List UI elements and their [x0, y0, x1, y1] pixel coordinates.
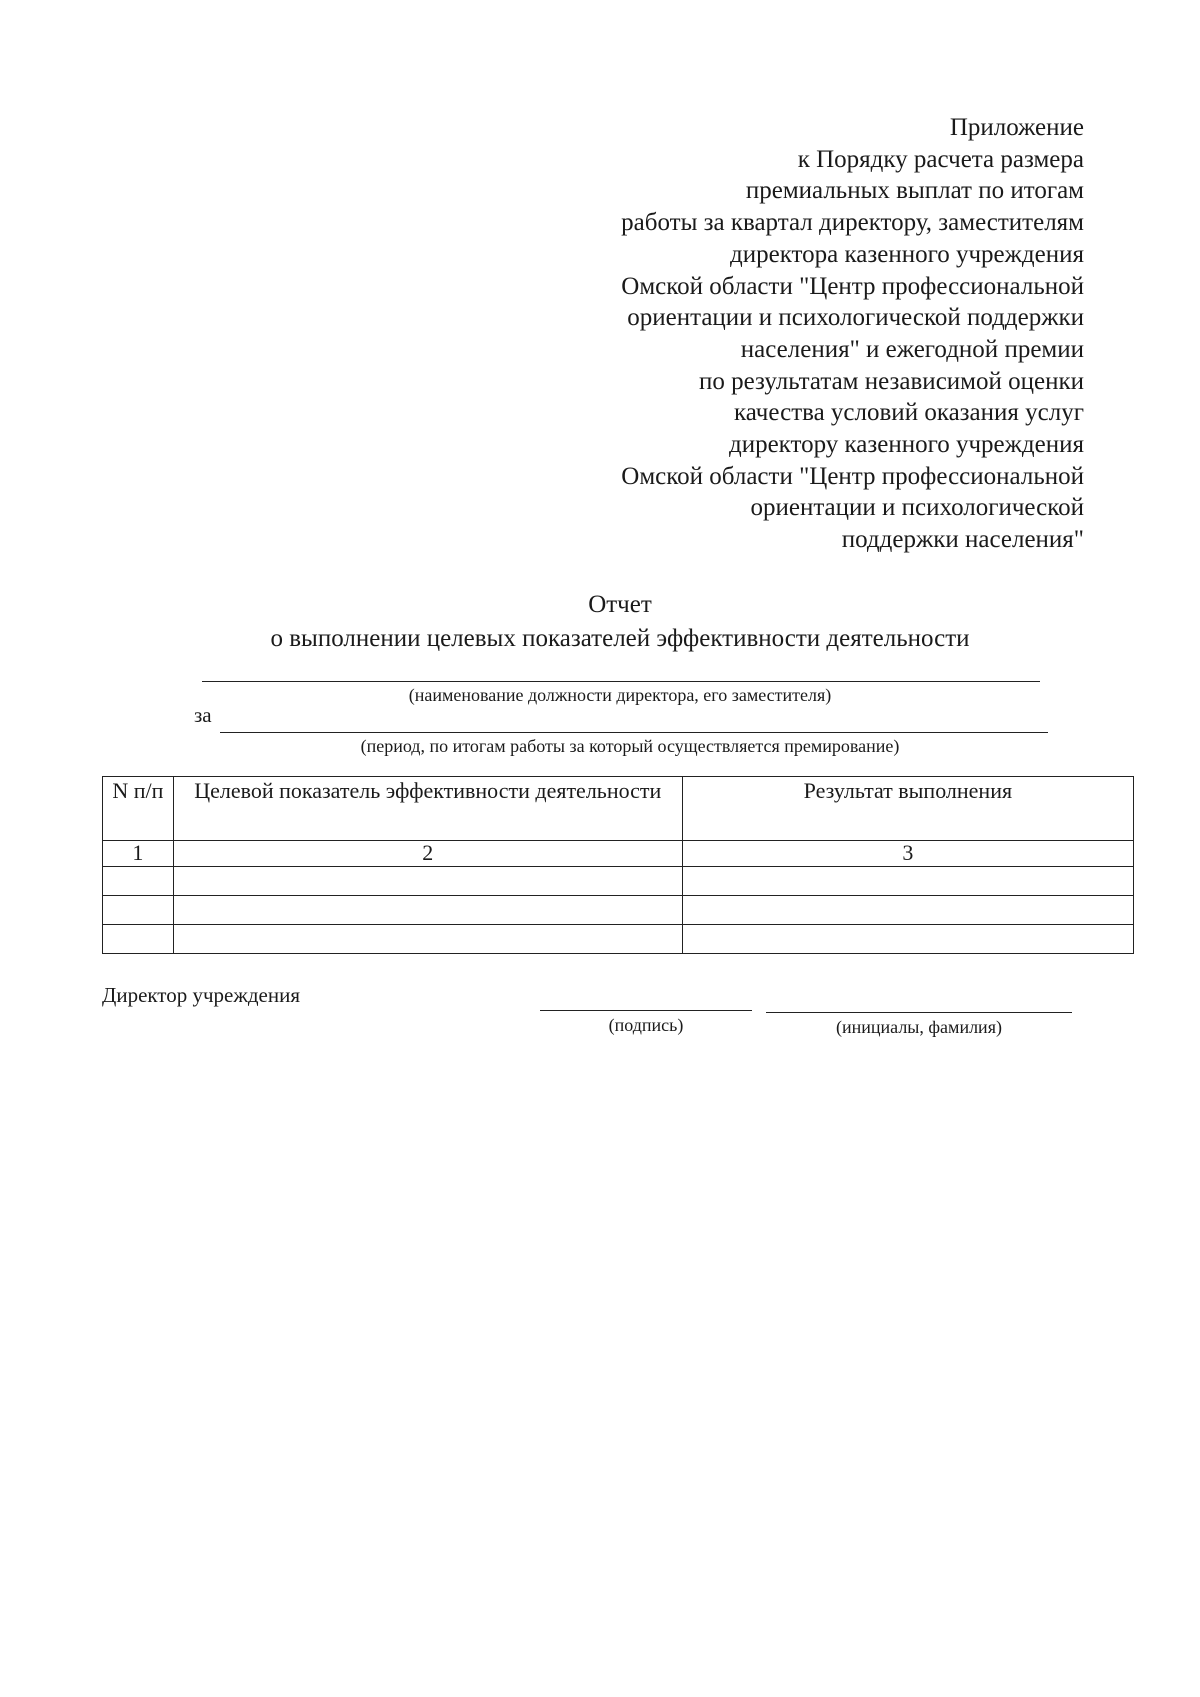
name-caption: (инициалы, фамилия)	[836, 1017, 1002, 1037]
table-cell[interactable]	[682, 896, 1133, 925]
director-label: Директор учреждения	[102, 983, 300, 1007]
table-row	[103, 896, 1134, 925]
table-cell[interactable]	[173, 867, 682, 896]
table-cell: 3	[682, 841, 1133, 867]
period-label: за	[194, 703, 212, 727]
table-header-row	[103, 777, 1134, 841]
table-cell[interactable]	[682, 867, 1133, 896]
position-caption: (наименование должности директора, его заместителя)	[408, 685, 832, 705]
appendix-line: Омской области "Центр профессиональной	[621, 272, 1084, 300]
name-fill-line[interactable]	[766, 1012, 1072, 1013]
table-cell: 1	[103, 841, 174, 867]
appendix-line: директора казенного учреждения	[730, 240, 1084, 268]
table-cell[interactable]	[103, 925, 174, 954]
table-cell: 2	[173, 841, 682, 867]
report-subtitle: о выполнении целевых показателей эффективности деятельности	[270, 625, 970, 652]
appendix-line: Приложение	[949, 114, 1084, 141]
appendix-line: к Порядку расчета размера	[797, 145, 1084, 173]
header-indicator: Целевой показатель эффективности деятельности	[173, 777, 682, 841]
appendix-line: поддержки населения"	[841, 526, 1084, 554]
header-number: N п/п	[103, 777, 174, 841]
appendix-line: работы за квартал директору, заместителям	[621, 209, 1084, 237]
appendix-line: по результатам независимой оценки	[698, 367, 1084, 395]
period-fill-line[interactable]	[220, 732, 1048, 733]
appendix-line: населения" и ежегодной премии	[740, 335, 1084, 363]
appendix-line: премиальных выплат по итогам	[745, 177, 1084, 205]
signature-fill-line[interactable]	[540, 1010, 752, 1011]
table-number-row	[103, 841, 1134, 867]
header-result: Результат выполнения	[682, 777, 1133, 841]
indicators-table	[102, 776, 1134, 954]
table-row	[103, 867, 1134, 896]
signature-caption: (подпись)	[608, 1015, 684, 1035]
table-row	[103, 925, 1134, 954]
period-caption: (период, по итогам работы за который осуществляется премирование)	[360, 736, 900, 756]
table-cell[interactable]	[103, 867, 174, 896]
table-cell[interactable]	[682, 925, 1133, 954]
table-cell[interactable]	[103, 896, 174, 925]
table-cell[interactable]	[173, 896, 682, 925]
appendix-line: ориентации и психологической	[750, 494, 1084, 522]
appendix-line: ориентации и психологической поддержки	[627, 304, 1084, 332]
appendix-line: директору казенного учреждения	[728, 431, 1084, 459]
table-cell[interactable]	[173, 925, 682, 954]
position-fill-line[interactable]	[202, 681, 1040, 682]
appendix-line: Омской области "Центр профессиональной	[621, 462, 1084, 490]
appendix-header	[621, 112, 1084, 556]
appendix-line: качества условий оказания услуг	[733, 399, 1084, 427]
report-title: Отчет	[588, 591, 652, 618]
